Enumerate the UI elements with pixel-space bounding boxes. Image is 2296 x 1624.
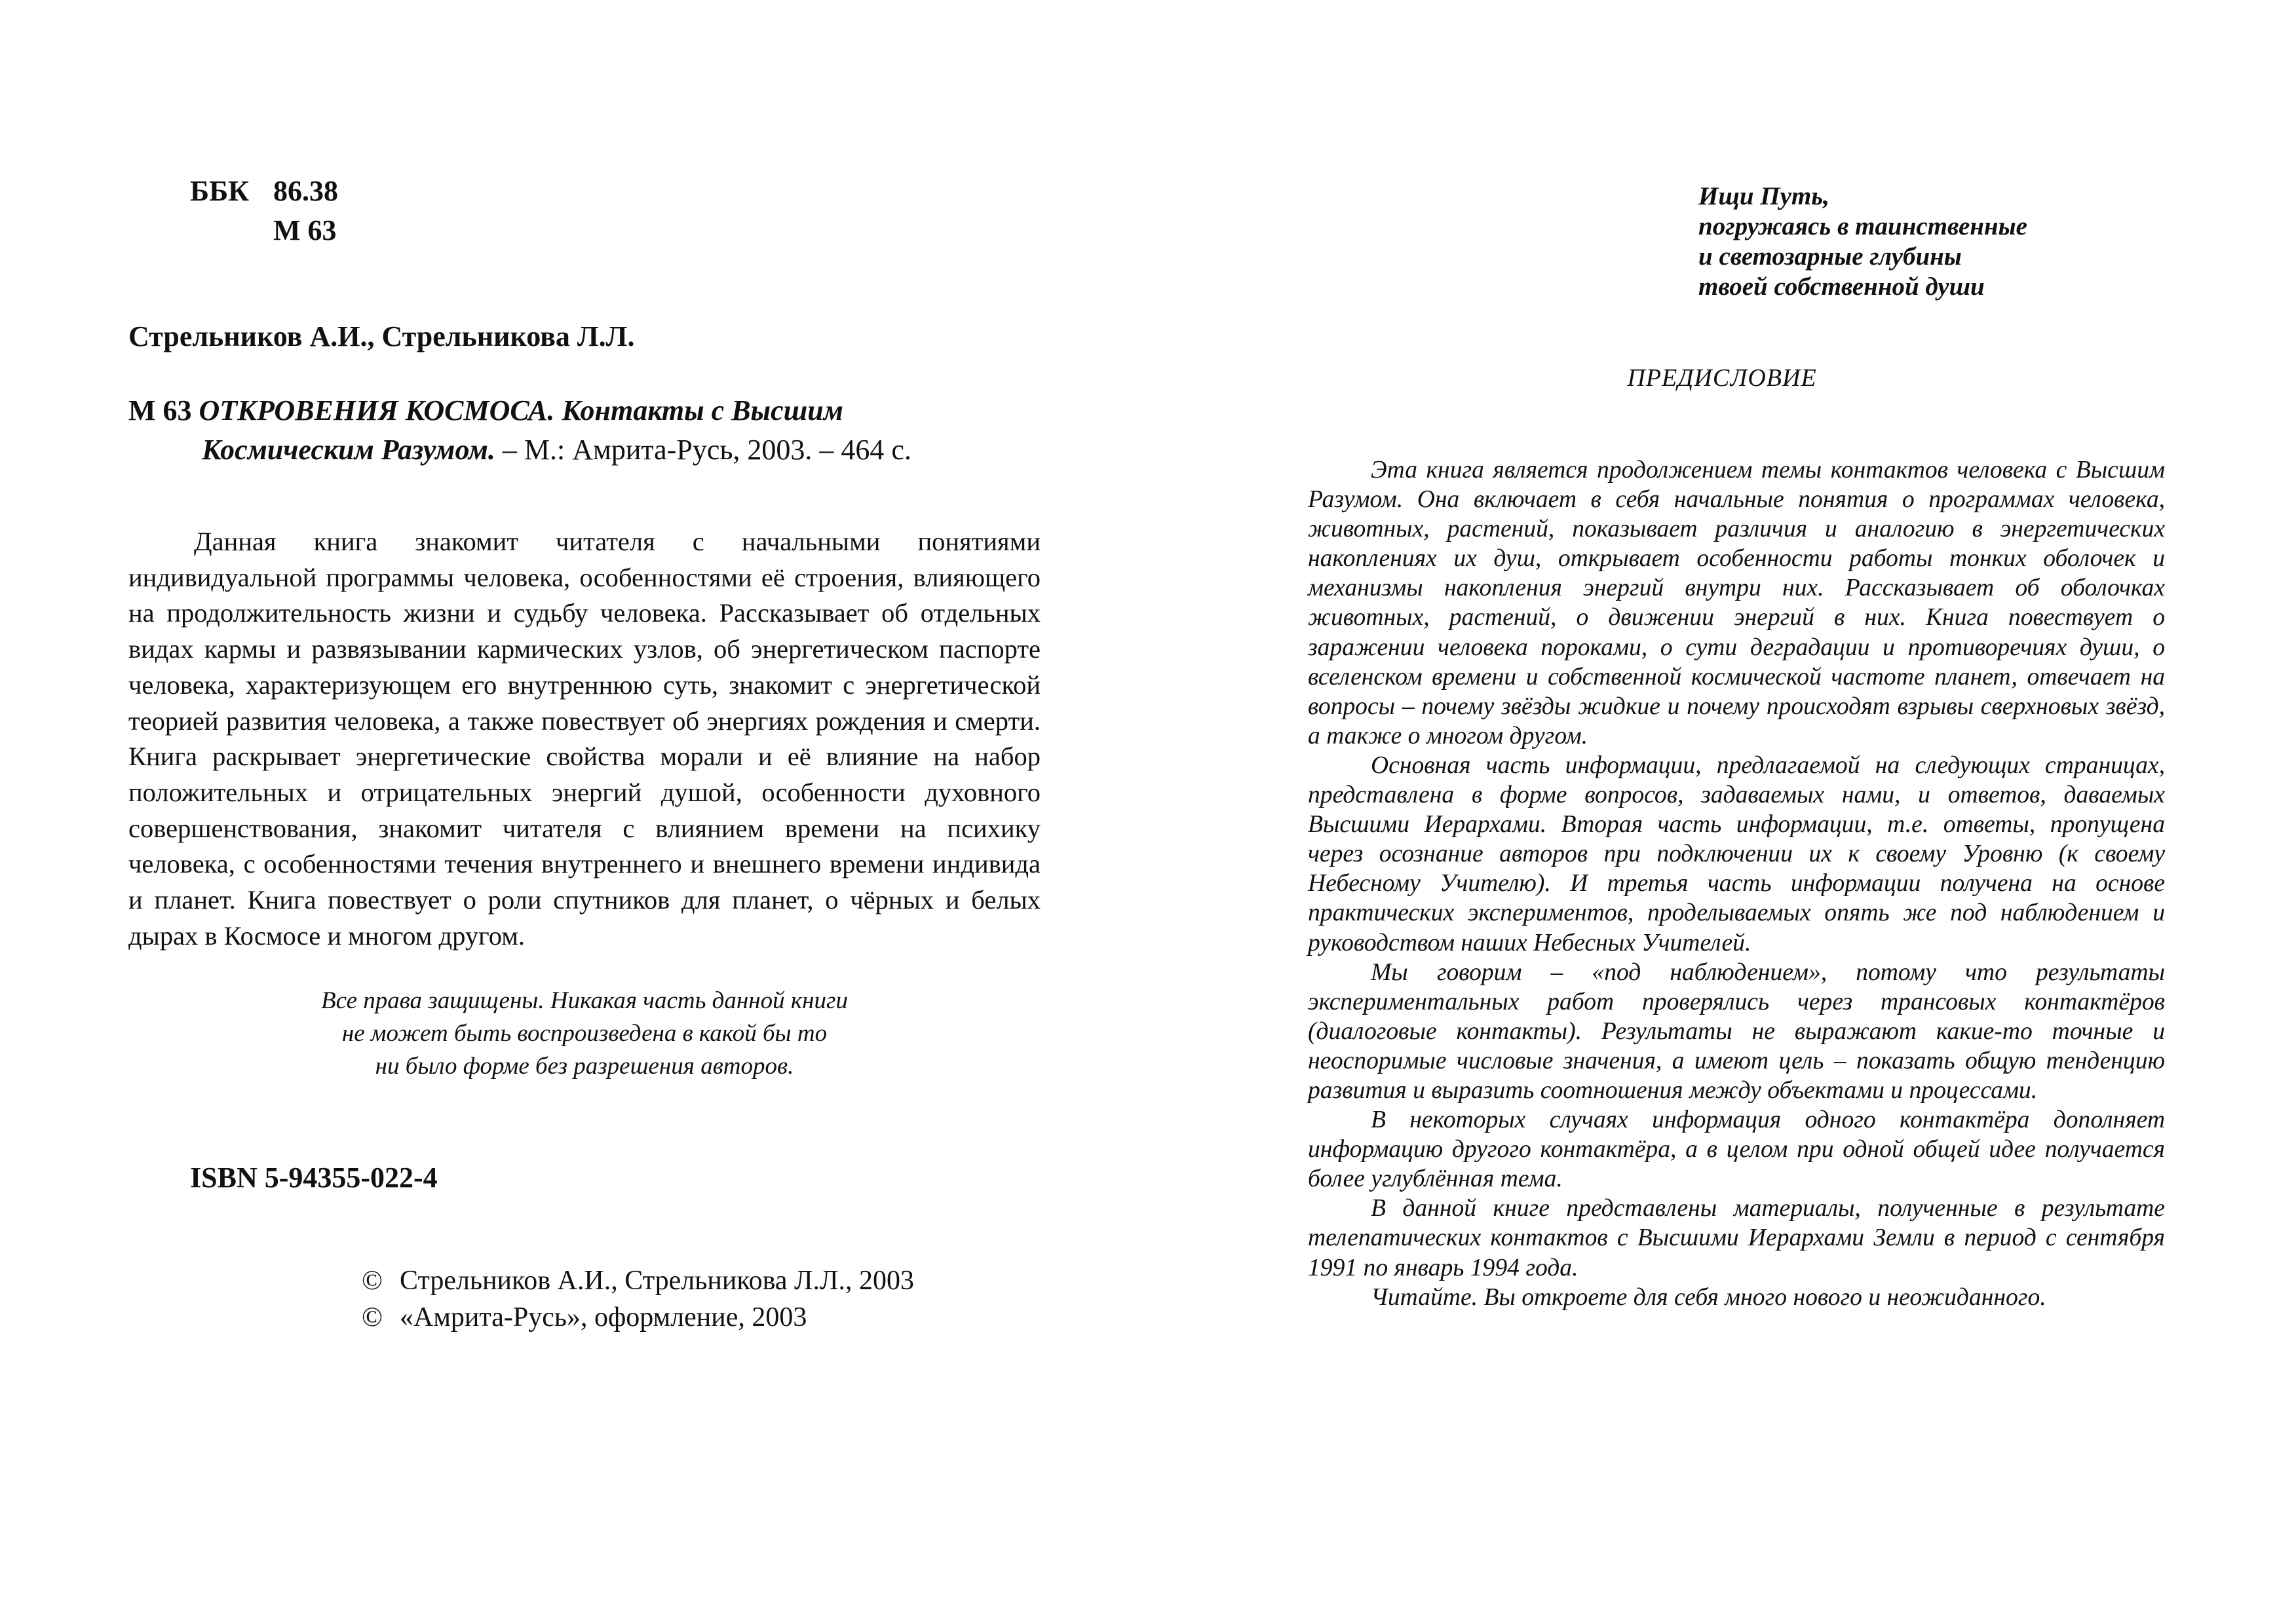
annotation-paragraph: Данная книга знакомит читателя с начальными понятиями индивидуальной программы человека, особенностями её строения, влияющего на продолжительность жизни и судьбу человека. Рассказывает об отдельных видах кармы и развязывании кармических узлов, об энергетическом паспорте человека, характеризующем его внутреннюю суть, знакомит с энергетической теорией развития человека, а также повествует об энергиях рождения и смерти. Книга раскрывает энергетические свойства морали и её влияние на набор положительных и отрицательных энергий душой, особенности духовного совершенствования, знакомит читателя с влиянием времени на психику человека, с особенностями течения внутреннего и внешнего времени индивида и планет. Книга повествует о роли спутников для планет, о чёрных и белых дырах в Космосе и многом другом.	[128, 527, 1041, 951]
bbk-block	[190, 172, 338, 250]
preface-paragraph: Читайте. Вы откроете для себя много нового и неожиданного.	[1371, 1283, 2046, 1311]
author-mark: М 63	[273, 214, 337, 246]
isbn: ISBN 5-94355-022-4	[190, 1161, 438, 1194]
epigraph-line: Ищи Путь,	[1698, 182, 1829, 210]
rights-line: ни было форме без разрешения авторов.	[375, 1053, 794, 1080]
authors-line: Стрельников А.И., Стрельникова Л.Л.	[128, 320, 635, 352]
preface-paragraph: Основная часть информации, предлагаемой на следующих страницах, представлена в форме вопросов, задаваемых нами, и ответов, даваемых Высшими Иерархами. Вторая часть информации, т.е. ответы, пропущена через осознание авторов при подключении их к своему Уровню (к своему Небесному Учителю). И третья часть информации получена на основе практических экспериментов, проделываемых опять же под наблюдением и руководством наших Небесных Учителей.	[1308, 751, 2165, 956]
bibliographic-entry	[128, 391, 1046, 470]
copyright-line: «Амрита-Русь», оформление, 2003	[400, 1302, 807, 1332]
bbk-label: ББК	[190, 175, 250, 207]
epigraph-line: погружаясь в таинственные	[1698, 212, 2027, 240]
copyright-icon: ©	[362, 1266, 383, 1296]
preface-paragraph: В некоторых случаях информация одного контактёра дополняет информацию другого контактёра, а в целом при одной общей идее получается более углублённая тема.	[1308, 1106, 2165, 1193]
preface-heading: ПРЕДИСЛОВИЕ	[1627, 364, 1817, 392]
imprint: – М.: Амрита-Русь, 2003. – 464 с.	[495, 434, 911, 466]
copyright-block	[362, 1262, 914, 1336]
copyright-line: Стрельников А.И., Стрельникова Л.Л., 2003	[400, 1266, 914, 1296]
epigraph-line: твоей собственной души	[1698, 273, 1985, 301]
right-page	[1148, 0, 2296, 1624]
book-title-part2: Космическим Разумом.	[202, 434, 495, 466]
preface-paragraph: Эта книга является продолжением темы контактов человека с Высшим Разумом. Она включает в себя начальные понятия о программах человека, животных, растений, показывает различия и аналогию в энергетических накоплениях их душ, открывает особенности работы тонких оболочек и механизмы накопления энергий внутри них. Рассказывает об оболочках животных, растений, о движении энергий в них. Книга повествует о заражении человека пороками, о сути деградации и противоречиях души, о вселенском времени и собственной космической частоте планет, отвечает на вопросы – почему звёзды жидкие и почему происходят взрывы сверхновых звёзд, а также о многом другом.	[1308, 457, 2165, 749]
rights-line: Все права защищены. Никакая часть данной книги	[321, 987, 848, 1014]
rights-notice	[128, 985, 1041, 1083]
book-title-part1: ОТКРОВЕНИЯ КОСМОСА. Контакты с Высшим	[199, 394, 843, 426]
preface-paragraph: Мы говорим – «под наблюдением», потому что результаты экспериментальных работ проверялись через трансовых контактёров (диалоговые контакты). Результаты не выражают какие-то точные и неоспоримые числовые значения, а имеют цель – показать общую тенденцию развития и выразить соотношения между объектами и процессами.	[1308, 958, 2165, 1104]
rights-line: не может быть воспроизведена в какой бы то	[341, 1020, 828, 1047]
preface-paragraph: В данной книге представлены материалы, полученные в результате телепатических контактов с Высшими Иерархами Земли в период с сентября 1991 по январь 1994 года.	[1308, 1195, 2165, 1281]
epigraph	[1698, 181, 2027, 302]
entry-mark: М 63	[128, 394, 192, 426]
epigraph-line: и светозарные глубины	[1698, 242, 1962, 271]
preface-text	[1308, 455, 2165, 1312]
bbk-code: 86.38	[273, 175, 338, 207]
copyright-icon: ©	[362, 1302, 383, 1332]
